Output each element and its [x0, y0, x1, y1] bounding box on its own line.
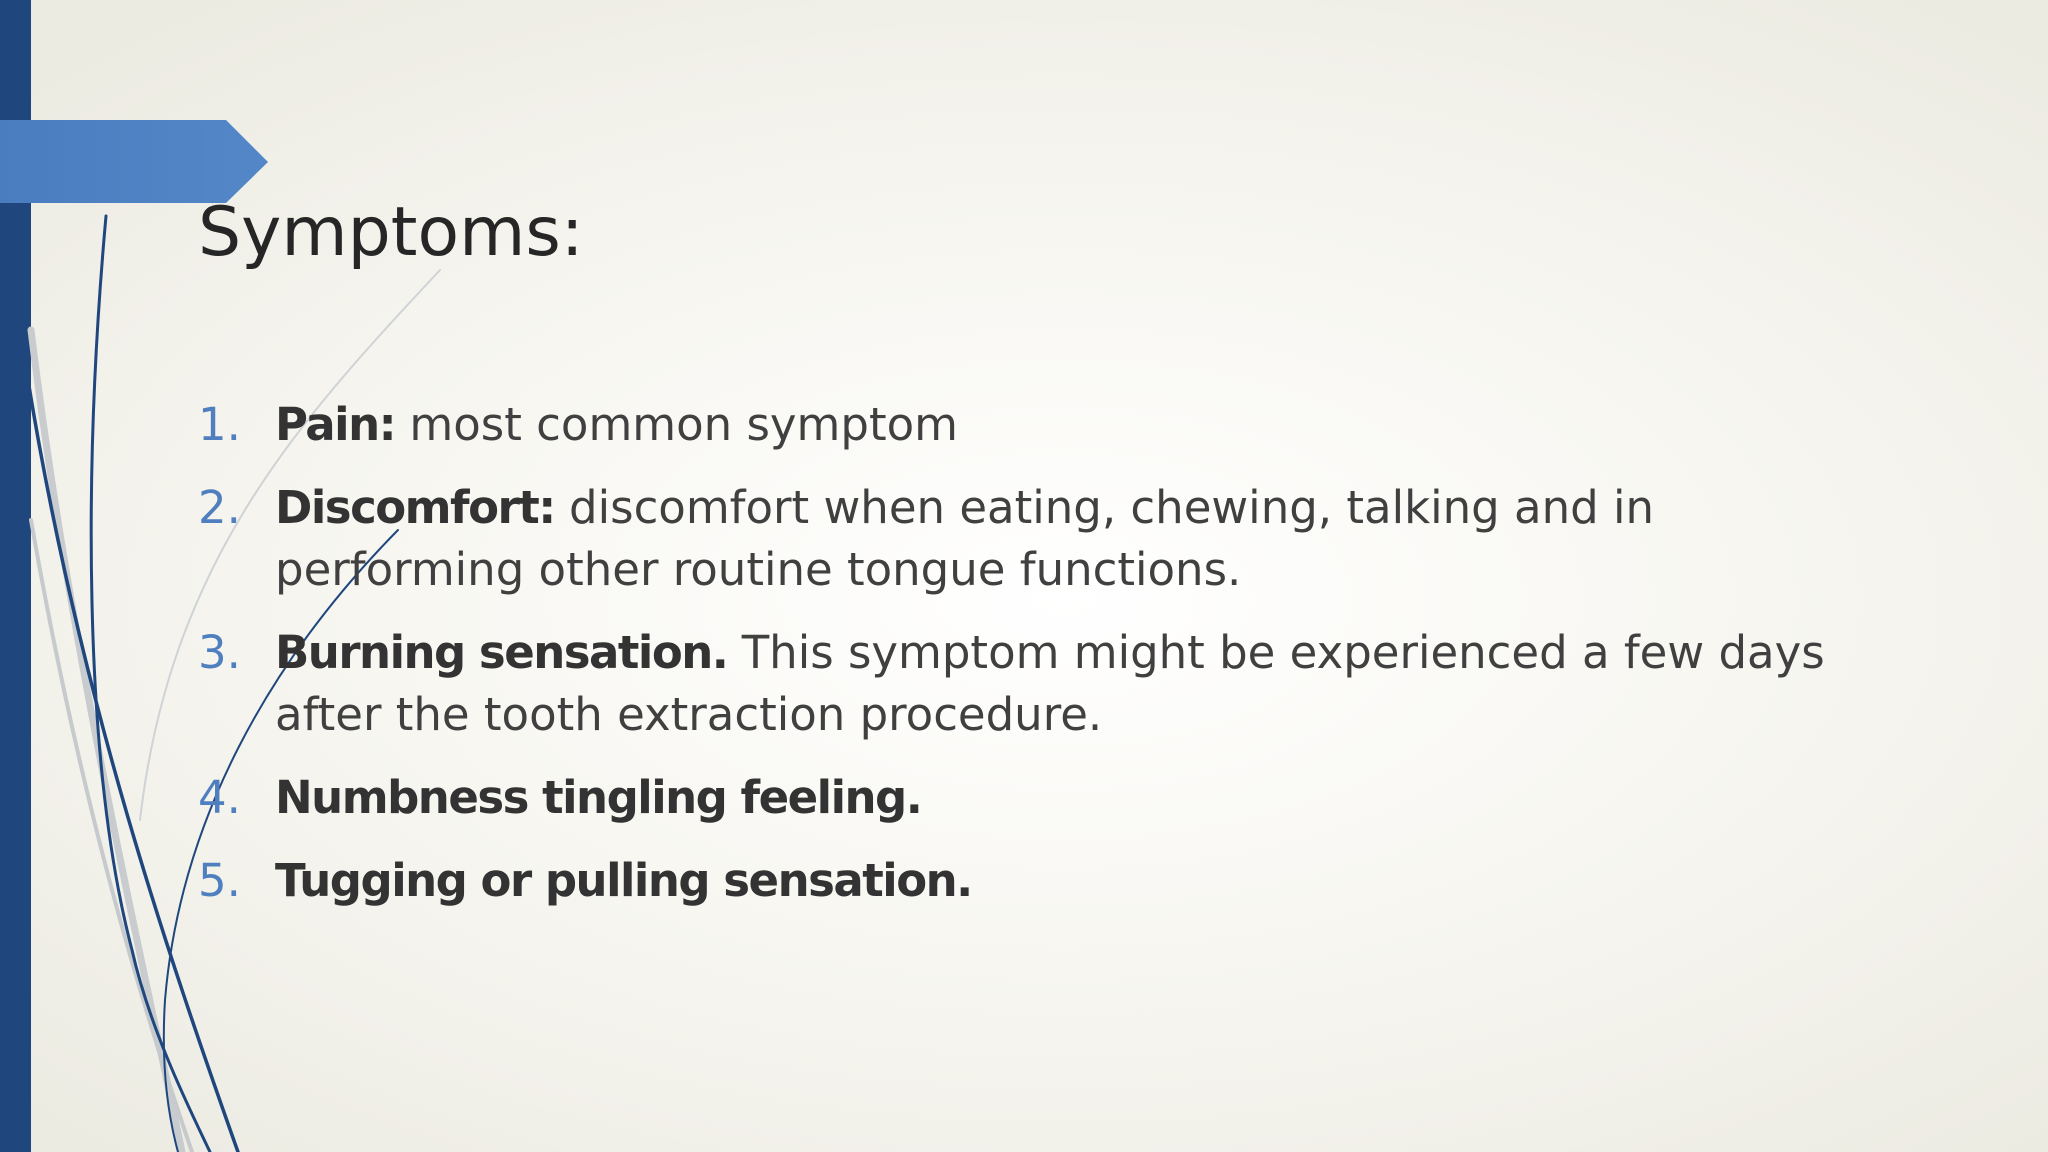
list-item-term: Tugging or pulling sensation. — [275, 854, 972, 907]
list-item-tugging — [198, 850, 1838, 912]
list-number: 4. — [198, 771, 241, 824]
list-item-text: This symptom might be experienced a few days after the tooth extraction procedure. — [275, 626, 1825, 741]
list-item-text: discomfort when eating, chewing, talking and in performing other routine tongue functions. — [275, 481, 1655, 596]
list-item-term: Discomfort: — [275, 481, 555, 534]
symptom-list — [198, 394, 1838, 933]
list-number: 2. — [198, 481, 241, 534]
list-item-burning-sensation — [198, 622, 1838, 746]
list-item-numbness — [198, 767, 1838, 829]
list-item-term: Burning sensation. — [275, 626, 728, 679]
list-item-discomfort — [198, 477, 1838, 601]
list-number: 1. — [198, 398, 241, 451]
list-item-term: Pain: — [275, 398, 396, 451]
list-item-pain — [198, 394, 1838, 456]
list-number: 3. — [198, 626, 241, 679]
list-number: 5. — [198, 854, 241, 907]
slide-title: Symptoms: — [198, 193, 584, 272]
list-item-term: Numbness tingling feeling. — [275, 771, 922, 824]
list-item-text: most common symptom — [395, 398, 958, 451]
